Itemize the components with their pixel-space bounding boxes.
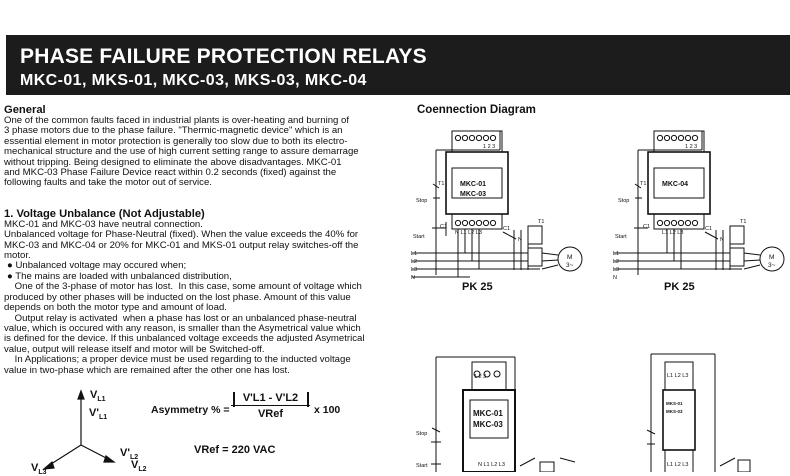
bullet-item: ● The mains are loaded with unbalanced distribution, bbox=[7, 270, 232, 282]
vu-line: value, which is occured with any reason, is smaller than the Asymetrical value which bbox=[4, 322, 361, 334]
terminals-bottom-b: L1 L2 L3 bbox=[662, 230, 684, 236]
motor-a-label: M bbox=[567, 254, 573, 261]
motor-a-sub: 3~ bbox=[566, 262, 574, 269]
multiplier: x 100 bbox=[314, 404, 341, 416]
vu-line: Output relay is activated when a phase has lost or an unbalanced phase-neutral bbox=[4, 312, 357, 324]
t1-label-a2: T1 bbox=[538, 219, 545, 225]
start-label-c: Start bbox=[416, 463, 428, 469]
c1-label-b: C1 bbox=[643, 224, 651, 230]
voltage-unbalance-heading: 1. Voltage Unbalance (Not Adjustable) bbox=[4, 207, 205, 220]
l2-label-b: L2 bbox=[613, 259, 620, 265]
device-b-name: MKC-04 bbox=[662, 181, 689, 188]
terminals-bottom-d: L1 L2 L3 bbox=[667, 462, 689, 468]
vpl2-label: $V'_{L2}$ bbox=[120, 447, 139, 462]
t1-label-b: T1 bbox=[640, 181, 647, 187]
l2-label-a: L2 bbox=[411, 259, 418, 265]
device-c-line1: MKC-01 bbox=[473, 409, 503, 418]
stop-label-a: Stop bbox=[416, 198, 428, 204]
n-label-a: N bbox=[518, 237, 522, 243]
relay-device-a bbox=[446, 131, 508, 229]
motor-b-sub: 3~ bbox=[768, 262, 776, 269]
device-a-line2: MKC-03 bbox=[460, 191, 487, 198]
vu-line: value in two-phase which are remained after the other one has lost. bbox=[4, 364, 290, 376]
n-label-b2: N bbox=[613, 275, 617, 281]
page-subtitle: MKC-01, MKS-01, MKC-03, MKS-03, MKC-04 bbox=[20, 72, 367, 89]
stop-label-c: Stop bbox=[416, 431, 428, 437]
general-line: One of the common faults faced in industrial plants is over-heating and burning of bbox=[4, 115, 350, 126]
c1-label-a2: C1 bbox=[503, 226, 511, 232]
vu-line: motor. bbox=[4, 250, 31, 262]
device-c-line2: MKC-03 bbox=[473, 420, 503, 429]
l3-label-a: L3 bbox=[411, 267, 418, 273]
vl2-label: $V_{L2}$ bbox=[131, 459, 147, 474]
vu-line: depends on both the motor type and amount of load. bbox=[4, 302, 227, 314]
l3-label-b: L3 bbox=[613, 267, 620, 273]
t1-label-b2: T1 bbox=[740, 219, 747, 225]
n-label-b: N bbox=[720, 237, 724, 243]
vu-line: One of the 3-phase of motor has lost. In this case, some amount of voltage which bbox=[4, 281, 362, 293]
device-a-line1: MKC-01 bbox=[460, 181, 487, 188]
vu-line: MKC-03 and MKC-04 or 20% for MKC-01 and MKS-01 output relay switches-off the bbox=[4, 239, 359, 251]
terminals-top-d: L1 L2 L3 bbox=[667, 373, 689, 379]
diagram-title: Coennection Diagram bbox=[417, 104, 536, 116]
general-heading: General bbox=[4, 104, 46, 116]
general-line: essential element in motor protection is generally too slow due to both its electro- bbox=[4, 135, 348, 147]
motor-b-label: M bbox=[769, 254, 775, 261]
start-label-b: Start bbox=[615, 234, 627, 240]
vu-line: In Applications; a proper device must be used regarding to the inducted voltage bbox=[4, 354, 351, 366]
vu-line: is defined for the device. If this unbalanced voltage exceeds the adjusted Asymetrical bbox=[4, 333, 365, 345]
pk25-label-a: PK 25 bbox=[462, 281, 493, 293]
vu-line: produced by other phases will be inducted on the lost phase. Amount of this value bbox=[4, 291, 351, 303]
t1-label-a: T1 bbox=[438, 181, 445, 187]
relay-device-d bbox=[647, 354, 750, 472]
vl3-label: $V_{L3}$ bbox=[31, 462, 47, 476]
relay-device-b bbox=[648, 131, 710, 229]
vu-line: Unbalanced voltage for Phase-Neutral (fixed). When the value exceeds the 40% for bbox=[4, 229, 359, 241]
terminals-top-c: 1 2 3 bbox=[474, 374, 487, 380]
fraction-numerator: V'L1 - V'L2 bbox=[231, 392, 310, 406]
start-label-a: Start bbox=[413, 234, 425, 240]
stop-label-b: Stop bbox=[618, 198, 630, 204]
pk25-label-b: PK 25 bbox=[664, 281, 695, 293]
l1-label-b: L1 bbox=[613, 251, 620, 257]
general-line: without tripping. Being designed to eliminate the above disadvantages. MKC-01 bbox=[4, 156, 342, 168]
terminals-top-a: 1 2 3 bbox=[483, 144, 496, 150]
c1-label-a: C1 bbox=[440, 224, 448, 230]
page-title: PHASE FAILURE PROTECTION RELAYS bbox=[20, 45, 427, 68]
terminals-bottom-c: N L1 L2 L3 bbox=[478, 462, 505, 468]
terminals-bottom-a: N L1 L2 L3 bbox=[455, 230, 482, 236]
general-line: following faults and take the motor out of service. bbox=[4, 177, 212, 189]
relay-device-c bbox=[431, 357, 575, 472]
vu-line: value, output will release itself and motor will be Switched-off. bbox=[4, 343, 265, 355]
vl1-label: $V_{L1}$ bbox=[90, 389, 106, 404]
device-d-line2: MKS-03 bbox=[666, 409, 683, 414]
fraction-denominator: VRef bbox=[257, 408, 284, 420]
terminals-top-b: 1 2 3 bbox=[685, 144, 698, 150]
asymmetry-label: Asymmetry % = bbox=[151, 404, 230, 416]
vref-value: VRef = 220 VAC bbox=[194, 444, 276, 456]
l1-label-a: L1 bbox=[411, 251, 418, 257]
device-d-line1: MKS-01 bbox=[666, 401, 683, 406]
vpl1-label: $V'_{L1}$ bbox=[89, 407, 108, 422]
general-line: mechanical structure and the use of high current setting range to assure demarrage bbox=[4, 146, 359, 158]
c1-label-b2: C1 bbox=[705, 226, 713, 232]
general-line: and MKC-03 Phase Failure Device react within 0.2 seconds (fixed) against the bbox=[4, 167, 337, 179]
vu-line: MKC-01 and MKC-03 have neutral connection. bbox=[4, 218, 203, 230]
general-line: 3 phase motors due to the phase failure. "Thermic-magnetic device" which is an bbox=[4, 125, 343, 137]
n-label-a2: N bbox=[411, 275, 415, 281]
bullet-item: ● Unbalanced voltage may occured when; bbox=[7, 260, 187, 272]
